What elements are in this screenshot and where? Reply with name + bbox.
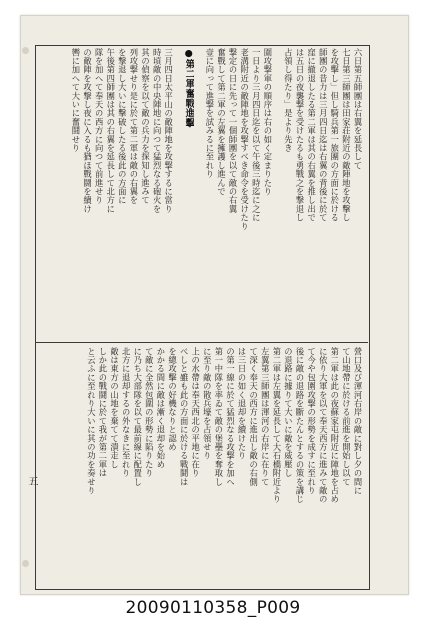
text-column: は三日の如く退却を續けたり xyxy=(237,347,248,461)
text-column: 上の水帶は奉天西北の平地に在り xyxy=(190,347,201,478)
text-column: 後に敵の退路を斷たんとするの策を講じ xyxy=(295,347,306,504)
text-column: と云ふに至れり大いに其の功を奏せり xyxy=(86,347,97,495)
text-column: に乃ち大部隊を以て最前線に配置し xyxy=(132,347,143,487)
text-column: 一日より三月四日迄を以て午後三時迄に之に xyxy=(251,48,262,222)
text-column: 北方に退却するの外なきに至れり xyxy=(121,347,132,478)
upper-text-block xyxy=(40,48,363,336)
section-heading: ●第二軍奮戰進擊 xyxy=(183,48,195,128)
text-column: しか此の戰鬪に於て我が第二軍は xyxy=(97,347,108,478)
text-column: て今や包圍攻撃の形勢を成すに至れり xyxy=(306,347,317,495)
text-column: 時頃敵の中央陣地に向つて猛烈なる砲火を xyxy=(152,48,163,214)
text-column: は五日の夜襲撃を受けたるも勇戰之を撃退し xyxy=(295,48,306,222)
text-column: 敵は東方の山地を棄てて潰走し xyxy=(109,347,120,469)
text-column: 占領し得たり」是より先き xyxy=(283,48,294,153)
page-number: 五 xyxy=(26,476,37,486)
text-column: 第二軍は左翼を延長して大石橋附近より xyxy=(271,347,282,504)
text-column: を總攻擊の好機なりと認め xyxy=(167,347,178,452)
text-column: 奮戰して第二軍の左翼を擁護し進んで xyxy=(216,48,227,196)
text-column: の敵陣を攻撃し夜に入るも猶ほ戰鬪を續け xyxy=(82,48,93,214)
binding-hole xyxy=(22,47,29,54)
text-column: 其の偵察を以て敵の兵力を探知し進みて xyxy=(140,48,151,205)
text-column: の第一線に於て猛烈なる攻撃を加へ xyxy=(225,347,236,487)
text-column: 壹に向って進撃を試みるに至れり xyxy=(204,48,215,179)
text-column: 第二軍は此の夜蘇家屯附近に陣地を占め xyxy=(329,347,340,504)
column-gap xyxy=(174,48,183,336)
text-column: 隊を加へて奉天の西方に向つて前進せり xyxy=(94,48,105,205)
text-column: 圍攻撃軍の順序は右の如く定まりたり xyxy=(262,48,273,196)
text-column: 轡に加へて大いに奮鬪せり xyxy=(70,48,81,153)
binding-hole xyxy=(22,560,29,567)
text-column: 午後第四師團は其の右翼を延長して北方に xyxy=(105,48,116,214)
archive-caption: 20090110358_P009 xyxy=(125,598,301,618)
text-column: 三月四日太平山の敵陣地を攻撃するに當り xyxy=(163,48,174,214)
text-column: て深く奉天の西方に進出し敵の右側 xyxy=(248,347,259,487)
column-gap xyxy=(273,48,282,336)
section-divider xyxy=(35,342,368,343)
text-column: べしと雖も此の方面に於ける戰鬪は xyxy=(179,347,190,487)
text-column: て敵に全然包圍の形勢に陷りたり xyxy=(144,347,155,478)
text-column: を攻擊し」但し騎兵第一旅團の方面に於ける xyxy=(329,48,340,222)
text-column: 左翼第三師團は渾河の右岸に在りて xyxy=(260,347,271,487)
text-column: 營口及び渾河右岸の敵に對し夕の間に xyxy=(353,347,363,495)
text-column: て山地帶に於ける前進を開始し以て xyxy=(341,347,352,487)
text-column: に依り大軍を以て奉天西方に進みて敵の xyxy=(318,347,329,504)
text-column: 七日第三師團は田家荘附近の敵陣地を攻擊し xyxy=(341,48,352,222)
text-column: の退路に據りて大いに敵を威壓し xyxy=(283,347,294,478)
text-column: 六日第五師團は右翼を延長して xyxy=(353,48,363,170)
text-column: 老溝附近の敵陣地を攻撃すべき命令を受けたり xyxy=(239,48,250,231)
text-column: 列攻撃せり是に於て第二軍は敵の右翼を xyxy=(128,48,139,205)
text-column: 師團の昔力は三月四日迄は右翼の背後に於て xyxy=(318,48,329,222)
text-column: かかる間に敵は漸く退却を始め xyxy=(155,347,166,469)
text-column: 撃定の日に先って一個師團を以て敵の右翼 xyxy=(228,48,239,214)
text-column: 窪に撤退したる第二軍は其の右翼を推し出で xyxy=(306,48,317,222)
text-column: を撃退し大いに擊破したる後此の方面に xyxy=(117,48,128,205)
text-column: 第一中隊を率ゐて敵の堡壘を奪取し xyxy=(213,347,224,487)
column-gap xyxy=(194,48,203,336)
text-column: に至り敵の散兵壕を占領せり xyxy=(202,347,213,461)
lower-text-block xyxy=(40,347,363,583)
